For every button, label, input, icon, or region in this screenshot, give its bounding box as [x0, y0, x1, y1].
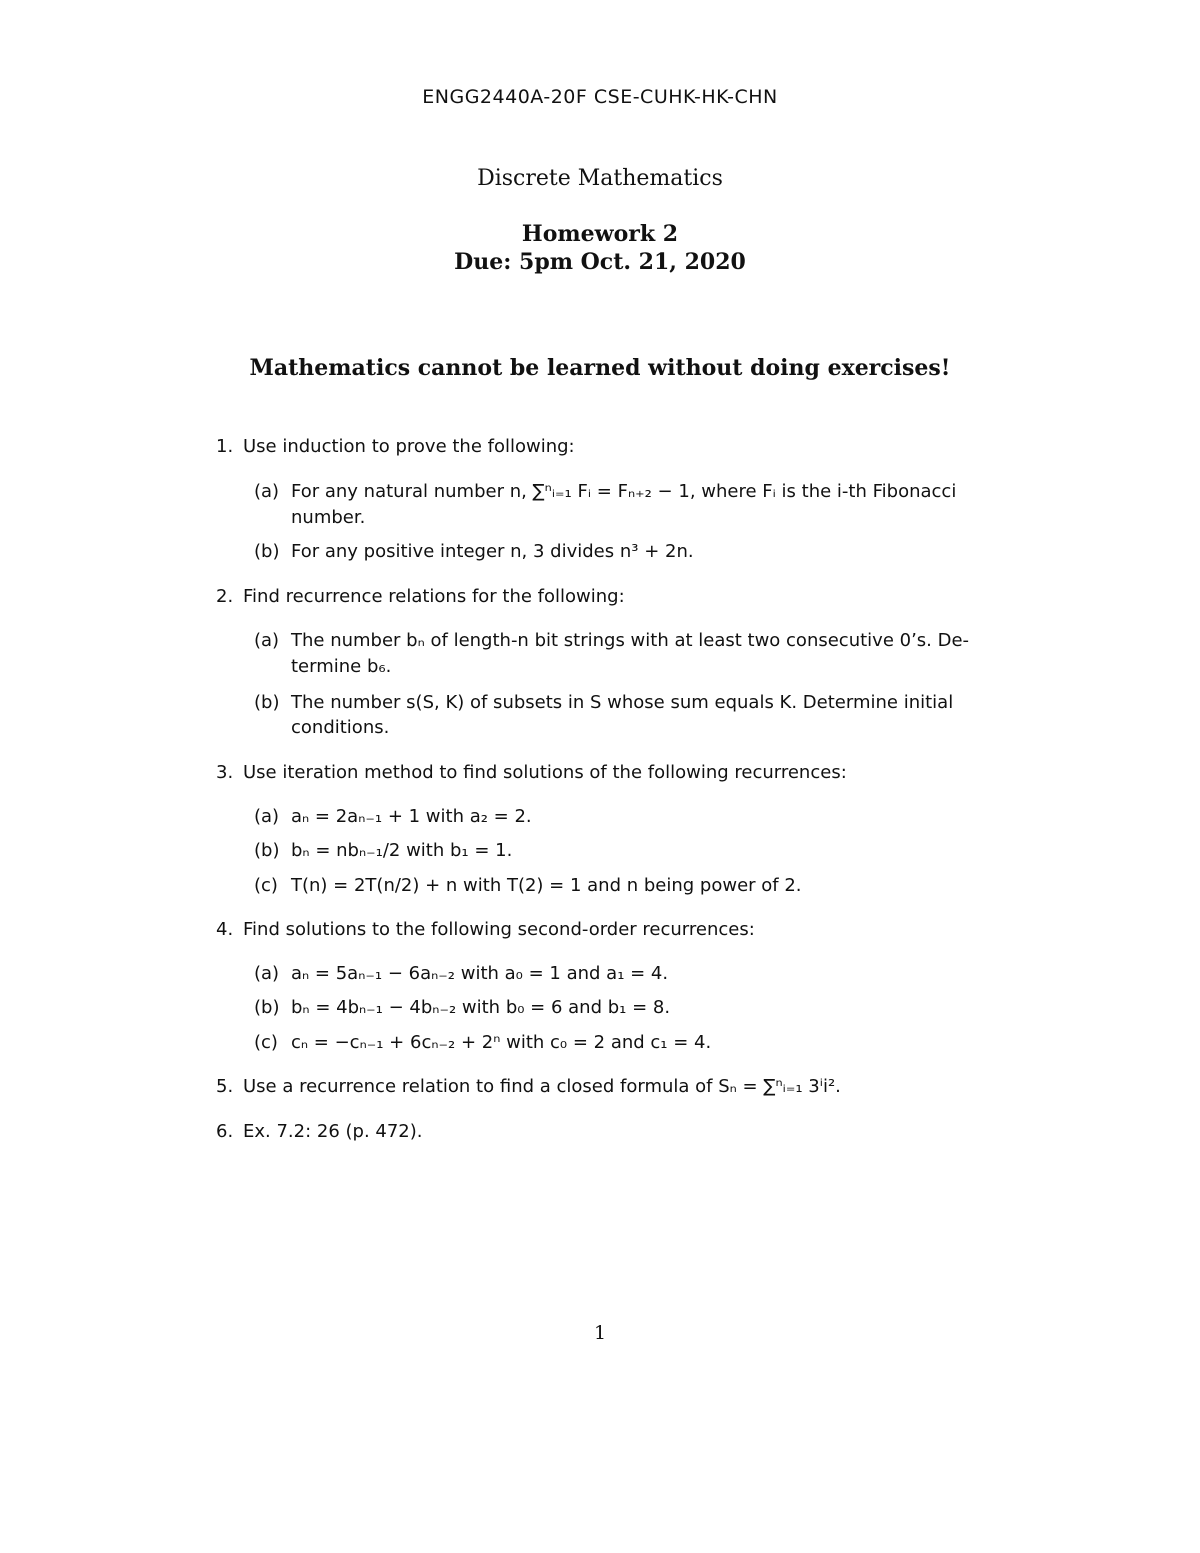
part-text: bₙ = 4bₙ₋₁ − 4bₙ₋₂ with b₀ = 6 and b₁ = 8.	[291, 997, 671, 1018]
motto: Mathematics cannot be learned without doing exercises!	[249, 355, 951, 381]
part-label: (b)	[254, 541, 280, 562]
problem-number: 6.	[216, 1121, 234, 1142]
problem-text: Find recurrence relations for the following:	[243, 586, 625, 607]
part-label: (b)	[254, 692, 280, 713]
part-text: T(n) = 2T(n/2) + n with T(2) = 1 and n being power of 2.	[291, 875, 802, 896]
part-text-continued: number.	[291, 507, 366, 528]
page-number: 1	[593, 1322, 607, 1344]
part-label: (b)	[254, 997, 280, 1018]
part-label: (a)	[254, 481, 280, 502]
part-text: For any positive integer n, 3 divides n³ + 2n.	[291, 541, 694, 562]
part-text: cₙ = −cₙ₋₁ + 6cₙ₋₂ + 2ⁿ with c₀ = 2 and c₁ = 4.	[291, 1032, 712, 1053]
part-text: bₙ = nbₙ₋₁/2 with b₁ = 1.	[291, 840, 513, 861]
part-label: (c)	[254, 875, 278, 896]
part-text: For any natural number n, ∑ⁿᵢ₌₁ Fᵢ = Fₙ₊₂ − 1, where Fᵢ is the i-th Fibonacci	[291, 481, 957, 502]
part-text: The number bₙ of length-n bit strings with at least two consecutive 0’s. De-	[291, 630, 970, 651]
problem-text: Find solutions to the following second-order recurrences:	[243, 919, 755, 940]
part-text: aₙ = 2aₙ₋₁ + 1 with a₂ = 2.	[291, 806, 532, 827]
part-label: (a)	[254, 963, 280, 984]
part-label: (a)	[254, 806, 280, 827]
due-date: Due: 5pm Oct. 21, 2020	[454, 249, 746, 275]
problem-text: Use a recurrence relation to find a closed formula of Sₙ = ∑ⁿᵢ₌₁ 3ⁱi².	[243, 1076, 841, 1097]
homework-title: Homework 2	[521, 221, 679, 247]
problem-number: 2.	[216, 586, 234, 607]
part-text-continued: termine b₆.	[291, 656, 392, 677]
problem-number: 5.	[216, 1076, 234, 1097]
course-title: Discrete Mathematics	[477, 166, 723, 191]
part-label: (a)	[254, 630, 280, 651]
problem-number: 3.	[216, 762, 234, 783]
problem-number: 4.	[216, 919, 234, 940]
part-label: (c)	[254, 1032, 278, 1053]
part-text: aₙ = 5aₙ₋₁ − 6aₙ₋₂ with a₀ = 1 and a₁ = 4.	[291, 963, 669, 984]
problem-text: Ex. 7.2: 26 (p. 472).	[243, 1121, 423, 1142]
problem-text: Use induction to prove the following:	[243, 436, 575, 457]
part-text: The number s(S, K) of subsets in S whose sum equals K. Determine initial	[291, 692, 954, 713]
part-text-continued: conditions.	[291, 717, 390, 738]
problem-number: 1.	[216, 436, 234, 457]
course-header: ENGG2440A-20F CSE-CUHK-HK-CHN	[422, 86, 778, 108]
problem-text: Use iteration method to find solutions of the following recurrences:	[243, 762, 847, 783]
part-label: (b)	[254, 840, 280, 861]
